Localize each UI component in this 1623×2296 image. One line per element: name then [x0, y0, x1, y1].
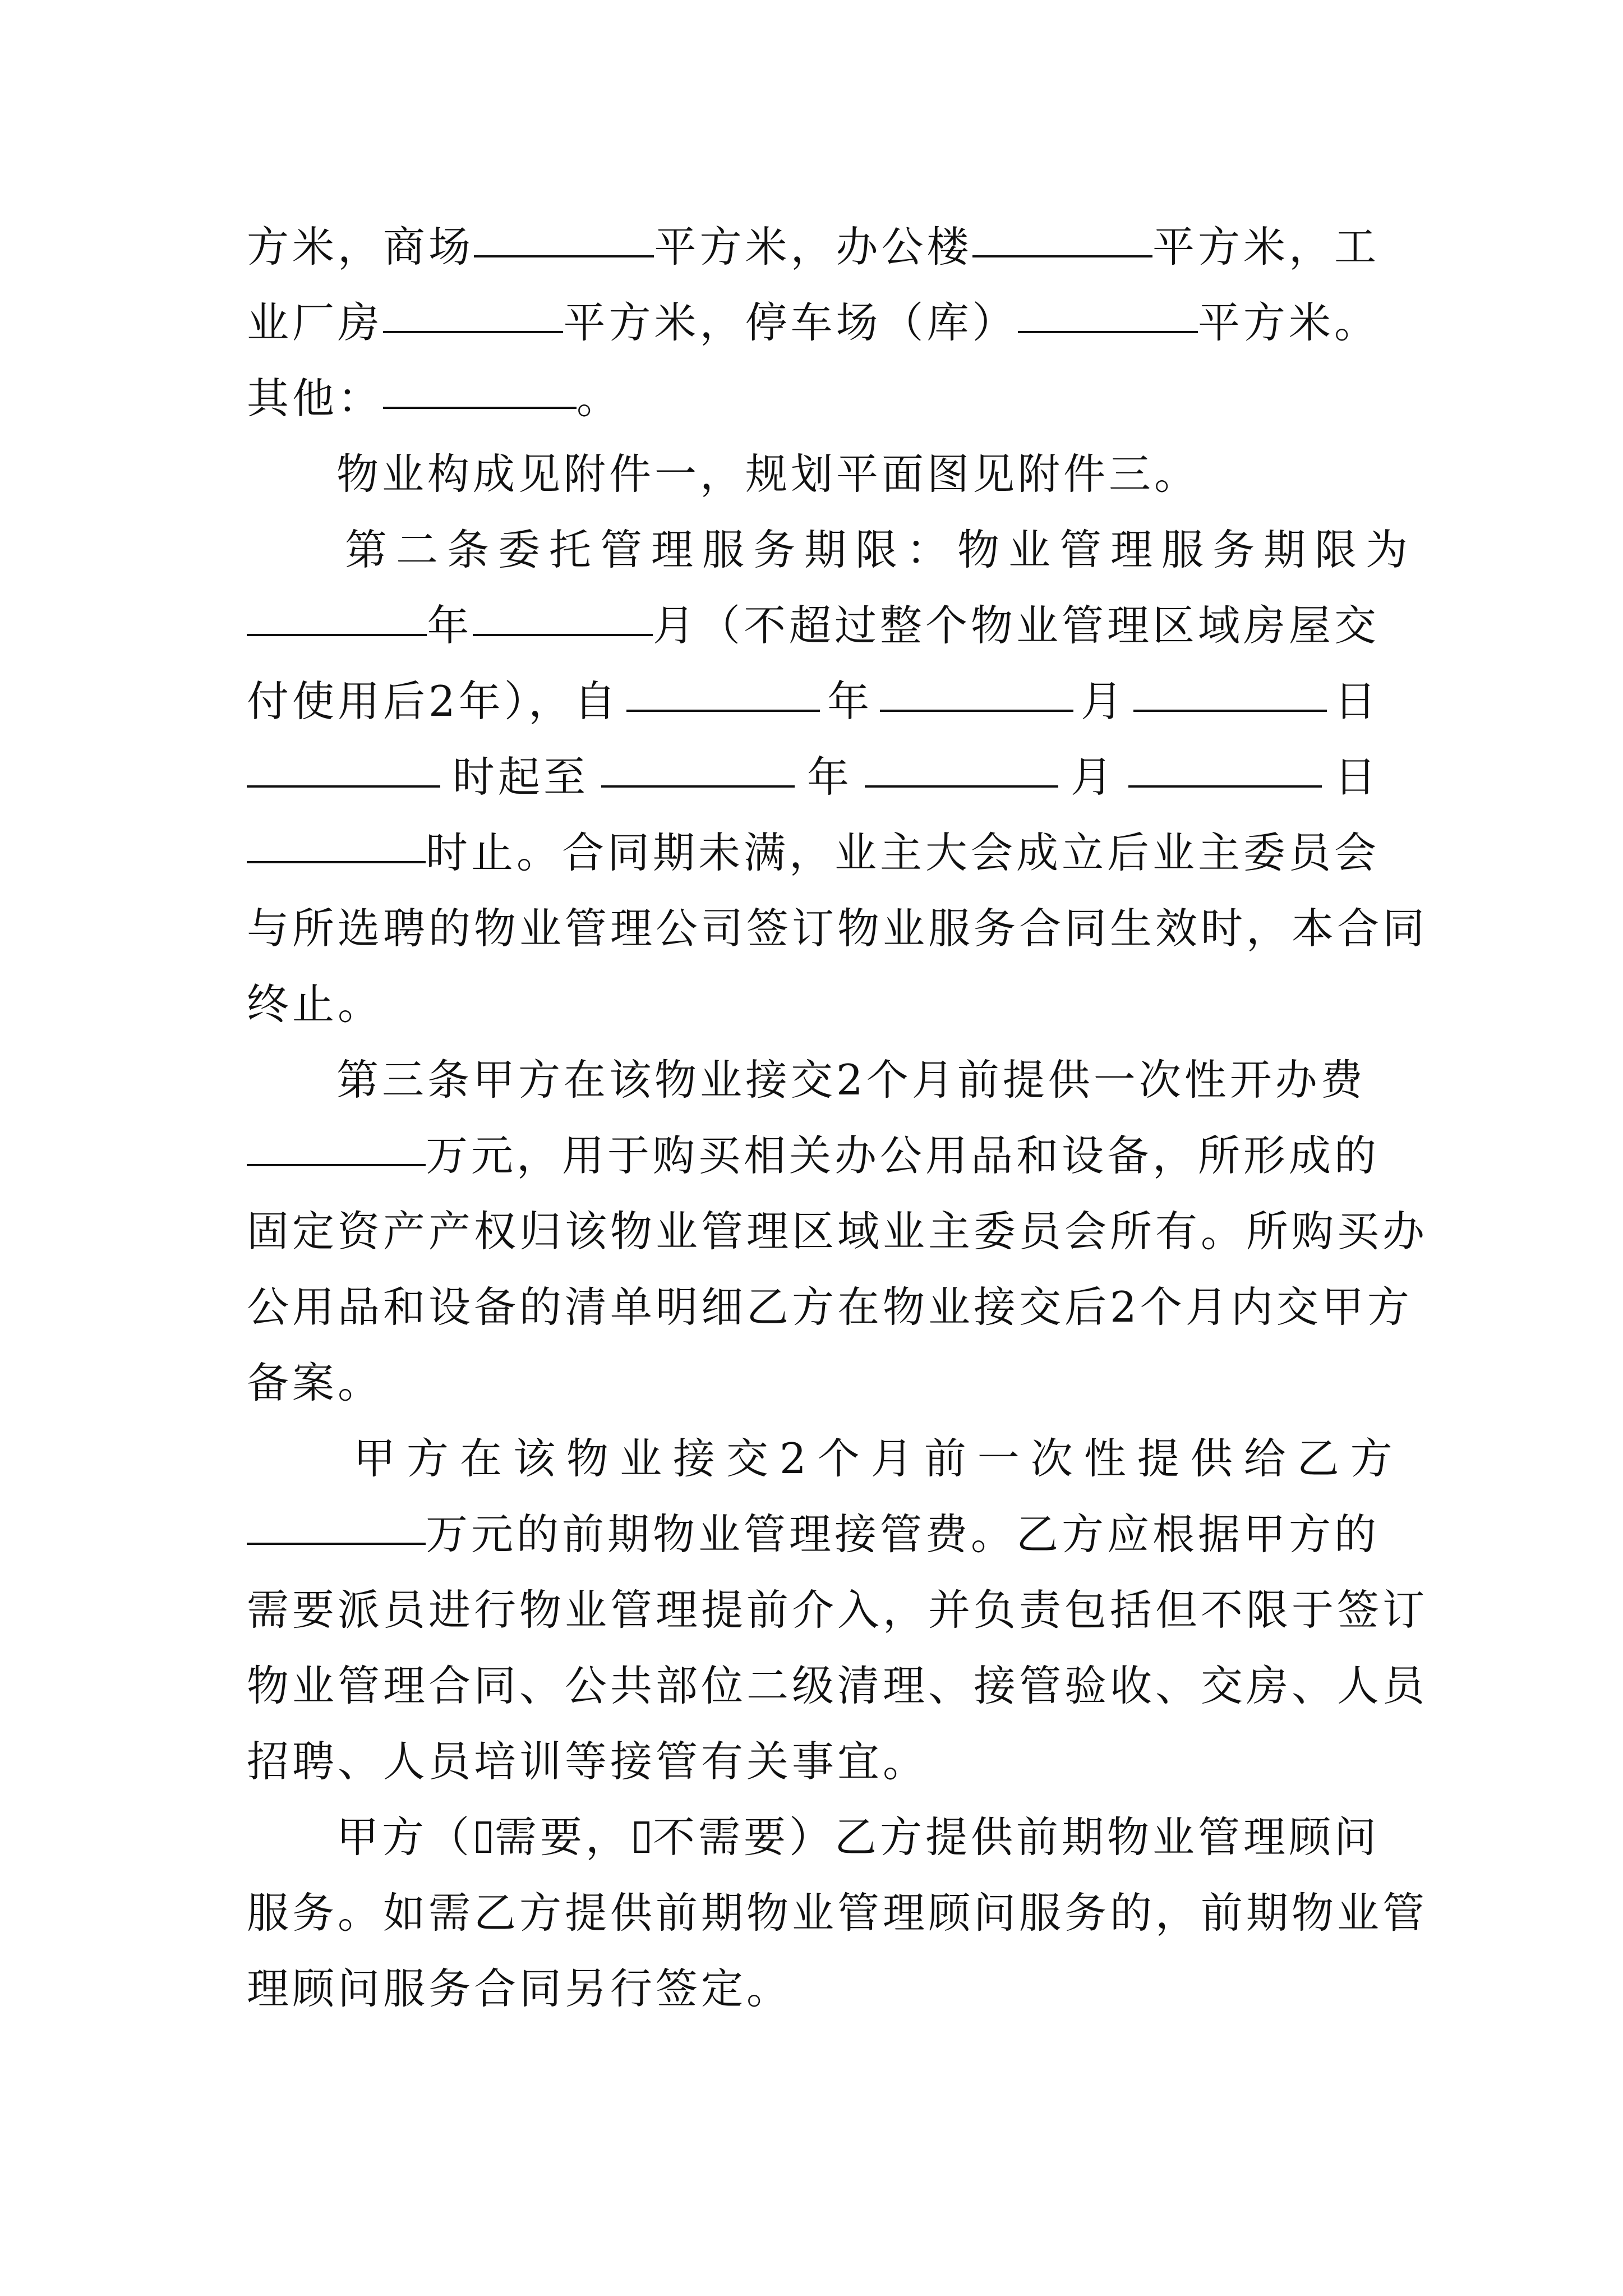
- fill-blank[interactable]: [474, 253, 654, 257]
- text-line: [247, 662, 1380, 740]
- text-line: [247, 208, 1380, 286]
- text-segment: 理顾问服务合同另行签定。: [247, 1964, 792, 2013]
- text-segment: 平方米，停车场（库）: [563, 298, 1018, 347]
- fill-blank[interactable]: [473, 632, 653, 636]
- text-line: [247, 1874, 1428, 1952]
- text-line: [247, 965, 1380, 1043]
- text-line: [336, 1041, 1380, 1119]
- text-segment: 年: [427, 601, 473, 650]
- fill-blank[interactable]: [1018, 329, 1198, 333]
- text-line: [247, 1192, 1428, 1271]
- text-segment: 月: [1081, 677, 1127, 726]
- text-segment: 平方米，工: [1152, 222, 1380, 272]
- text-line: [247, 738, 1380, 816]
- fill-blank[interactable]: [1133, 707, 1327, 712]
- text-line: [247, 1949, 1380, 2028]
- text-segment: 物业管理合同、公共部位二级清理、接管验收、交房、人员: [247, 1661, 1428, 1710]
- text-line: [247, 1116, 1380, 1195]
- text-segment: 月（不超过整个物业管理区域房屋交: [652, 601, 1380, 650]
- text-segment: 业厂房: [247, 298, 384, 347]
- text-segment: 公用品和设备的清单明细乙方在物业接交后2个月内交甲方: [247, 1282, 1413, 1332]
- text-segment: 年: [827, 677, 873, 726]
- text-segment: 甲方（: [336, 1812, 473, 1862]
- text-line: [345, 510, 1417, 589]
- text-segment: 招聘、人员培训等接管有关事宜。: [247, 1737, 929, 1786]
- text-segment: 服务。如需乙方提供前期物业管理顾问服务的，前期物业管: [247, 1888, 1428, 1938]
- checkbox-not-need[interactable]: [634, 1821, 649, 1853]
- fill-blank[interactable]: [865, 783, 1058, 788]
- text-segment: 需要，: [494, 1812, 631, 1862]
- text-segment: 与所选聘的物业管理公司签订物业服务合同生效时，本合同: [247, 904, 1428, 953]
- text-segment: 不需要）乙方提供前期物业管理顾问: [652, 1812, 1380, 1862]
- fill-blank[interactable]: [1128, 783, 1322, 788]
- text-segment: 日: [1334, 677, 1380, 726]
- fill-blank[interactable]: [383, 329, 563, 333]
- text-line: [247, 1343, 1380, 1422]
- text-segment: 日: [1334, 752, 1380, 802]
- text-segment: 终止。: [247, 979, 384, 1029]
- fill-blank[interactable]: [972, 253, 1152, 257]
- text-segment: 时止。合同期未满，业主大会成立后业主委员会: [425, 828, 1380, 877]
- text-segment: 年: [806, 752, 852, 802]
- fill-blank[interactable]: [601, 783, 795, 788]
- checkbox-need[interactable]: [476, 1821, 491, 1853]
- text-segment: 其他：: [247, 374, 384, 423]
- clause-heading-2: 第二条委托管理服务期限：物业管理服务期限为: [345, 525, 1417, 574]
- text-line: [247, 889, 1428, 968]
- text-line: [247, 1722, 1380, 1801]
- fill-blank[interactable]: [626, 707, 820, 712]
- fill-blank[interactable]: [247, 632, 427, 636]
- text-line: [247, 283, 1380, 362]
- text-segment: 平方米，办公楼: [654, 222, 972, 272]
- clause-heading-3: 第三条甲方在该物业接交2个月前提供一次性开办费: [336, 1055, 1366, 1105]
- text-segment: 付使用后2年），自: [247, 677, 620, 726]
- text-line: [336, 435, 1380, 513]
- fill-blank[interactable]: [247, 1162, 426, 1166]
- text-segment: 方米，商场: [247, 222, 474, 272]
- text-line: [247, 359, 1380, 438]
- text-segment: 万元，用于购买相关办公用品和设备，所形成的: [425, 1131, 1380, 1180]
- text-segment: 物业构成见附件一，规划平面图见附件三。: [336, 449, 1200, 499]
- text-line: [247, 1646, 1428, 1725]
- fill-blank[interactable]: [247, 1540, 426, 1545]
- text-line: [247, 1268, 1413, 1346]
- fill-blank[interactable]: [880, 707, 1073, 712]
- text-line: [247, 813, 1380, 892]
- text-segment: 备案。: [247, 1358, 384, 1407]
- text-segment: 时起至: [452, 752, 589, 802]
- fill-blank[interactable]: [247, 859, 426, 863]
- text-segment: 需要派员进行物业管理提前介入，并负责包括但不限于签订: [247, 1585, 1428, 1635]
- text-segment: 。: [577, 374, 623, 423]
- fill-blank[interactable]: [383, 404, 577, 409]
- text-segment: 万元的前期物业管理接管费。乙方应根据甲方的: [425, 1510, 1380, 1559]
- text-segment: 固定资产产权归该物业管理区域业主委员会所有。所购买办: [247, 1207, 1428, 1256]
- fill-blank[interactable]: [247, 783, 440, 788]
- text-segment: 月: [1070, 752, 1116, 802]
- text-segment: 甲方在该物业接交2个月前一次性提供给乙方: [353, 1434, 1404, 1483]
- text-line: [247, 586, 1380, 665]
- text-line: [247, 1571, 1428, 1649]
- text-line: [247, 1495, 1380, 1573]
- text-segment: 平方米。: [1197, 298, 1380, 347]
- text-line: [353, 1419, 1404, 1498]
- text-line: [336, 1798, 1380, 1876]
